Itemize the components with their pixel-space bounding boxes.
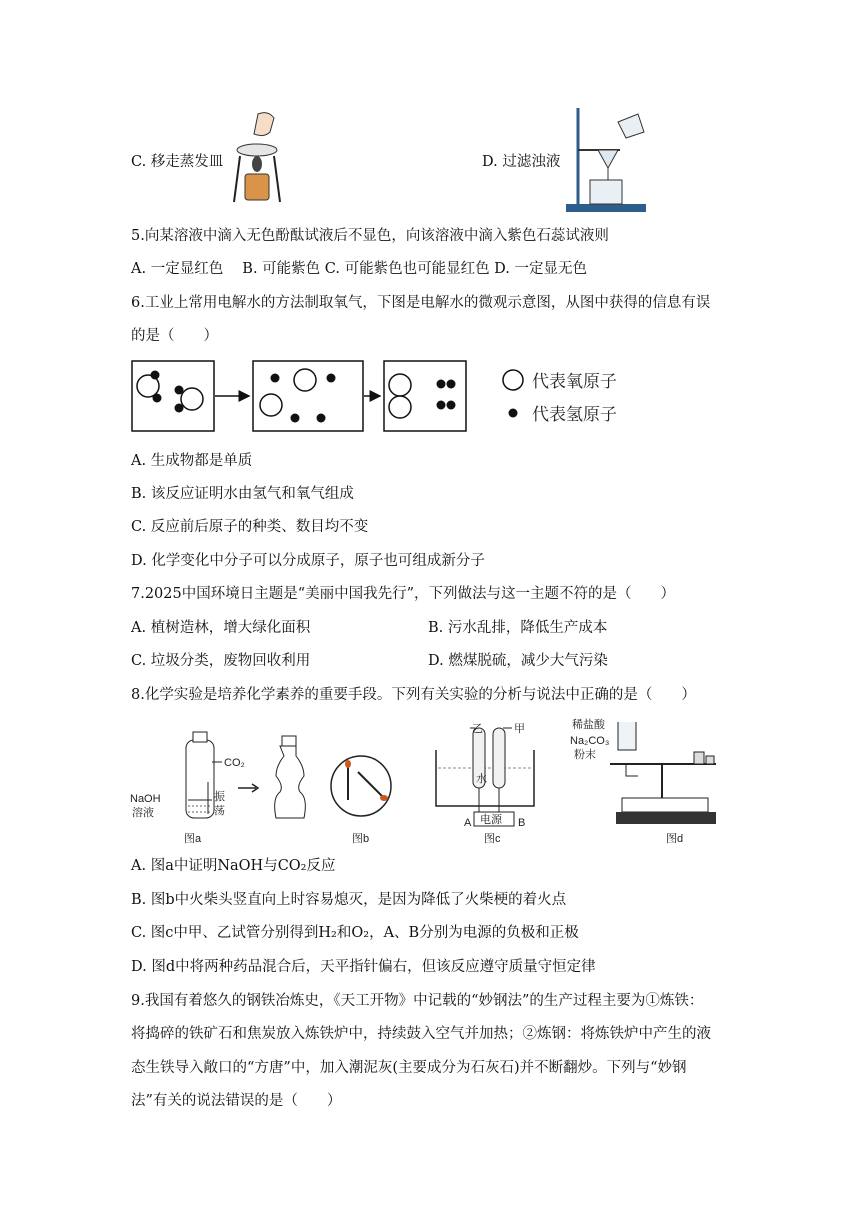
q6-option-c: C. 反应前后原子的种类、数目均不变 (131, 519, 369, 535)
figure-d (570, 717, 716, 845)
electrolysis-micro-diagram (131, 358, 631, 438)
oxygen-atom-icon (503, 370, 523, 390)
products-box (384, 361, 466, 431)
label-shake-1: 振 (214, 791, 225, 803)
label-jia: 甲 (514, 723, 525, 735)
label-solution: 溶液 (132, 807, 154, 819)
q9-line1: 9.我国有着悠久的钢铁冶炼史，《天工开物》中记载的“妙钢法”的生产过程主要为①炼铁： (131, 993, 704, 1009)
q8-option-c: C. 图c中甲、乙试管分别得到H₂和O₂，A、B分别为电源的负极和正极 (131, 925, 579, 941)
label-shake-2: 荡 (214, 805, 225, 817)
q9-line4: 法”有关的说法错误的是（ ） (131, 1093, 342, 1109)
label-power: 电源 (480, 814, 502, 826)
q6-option-b: B. 该反应证明水由氢气和氧气组成 (131, 486, 354, 502)
q6-stem-line2: 的是（ ） (131, 328, 218, 344)
q7-option-c: C. 垃圾分类，废物回收利用 (131, 653, 311, 669)
label-yi: 乙 (472, 723, 483, 735)
q5-stem: 5.向某溶液中滴入无色酚酞试液后不显色，向该溶液中滴入紫色石蕊试液则 (131, 228, 609, 244)
figure-b (331, 756, 391, 845)
caption-fig-c: 图c (484, 833, 501, 845)
q5-options: A. 一定显红色 B. 可能紫色 C. 可能紫色也可能显红色 D. 一定显无色 (131, 261, 588, 277)
q7-stem: 7.2025中国环境日主题是“美丽中国我先行”，下列做法与这一主题不符的是（ ） (131, 586, 676, 602)
q9-line3: 态生铁导入敞口的“方唐”中，加入潮泥灰(主要成分为石灰石)并不断翻炒。下列与“妙钢 (131, 1060, 687, 1076)
legend (503, 370, 617, 425)
figure-c (436, 722, 534, 845)
q6-option-d: D. 化学变化中分子可以分成原子，原子也可组成新分子 (131, 553, 485, 569)
q8-option-d: D. 图d中将两种药品混合后，天平指针偏右，但该反应遵守质量守恒定律 (131, 959, 596, 975)
label-b: B (518, 817, 526, 829)
evaporating-dish-figure (228, 108, 286, 206)
q8-option-b: B. 图b中火柴头竖直向上时容易熄灭，是因为降低了火柴梗的着火点 (131, 892, 567, 908)
q8-option-a: A. 图a中证明NaOH与CO₂反应 (131, 858, 336, 874)
label-a: A (464, 817, 472, 829)
caption-fig-b: 图b (352, 833, 370, 845)
q6-option-a: A. 生成物都是单质 (131, 453, 253, 469)
atoms-box (253, 361, 363, 431)
q7-option-d: D. 燃煤脱硫，减少大气污染 (428, 653, 608, 669)
q4-option-d: D. 过滤浊液 (482, 154, 561, 170)
label-co2: CO₂ (224, 757, 245, 769)
filtration-figure (560, 104, 656, 216)
q9-line2: 将捣碎的铁矿石和焦炭放入炼铁炉中，持续鼓入空气并加热；②炼钢：将炼铁炉中产生的液 (131, 1026, 711, 1042)
reactant-box (132, 361, 214, 431)
q8-stem: 8.化学实验是培养化学素养的重要手段。下列有关实验的分析与说法中正确的是（ ） (131, 687, 696, 703)
label-acid: 稀盐酸 (572, 719, 605, 731)
q7-option-b: B. 污水乱排，降低生产成本 (428, 620, 608, 636)
figure-a (130, 732, 305, 845)
label-naoh: NaOH (130, 793, 161, 805)
q8-figures (126, 716, 736, 850)
q7-option-a: A. 植树造林，增大绿化面积 (131, 620, 311, 636)
legend-oxygen: 代表氧原子 (532, 372, 617, 392)
hydrogen-atom-icon (509, 409, 518, 418)
caption-fig-d: 图d (666, 833, 684, 845)
caption-fig-a: 图a (184, 833, 202, 845)
legend-hydrogen: 代表氢原子 (532, 405, 617, 425)
q6-stem-line1: 6.工业上常用电解水的方法制取氧气，下图是电解水的微观示意图，从图中获得的信息有误 (131, 295, 711, 311)
label-na2co3: Na₂CO₃ (570, 735, 610, 747)
label-powder: 粉末 (574, 749, 596, 761)
q4-option-c: C. 移走蒸发皿 (131, 154, 224, 170)
label-water: 水 (476, 773, 487, 785)
